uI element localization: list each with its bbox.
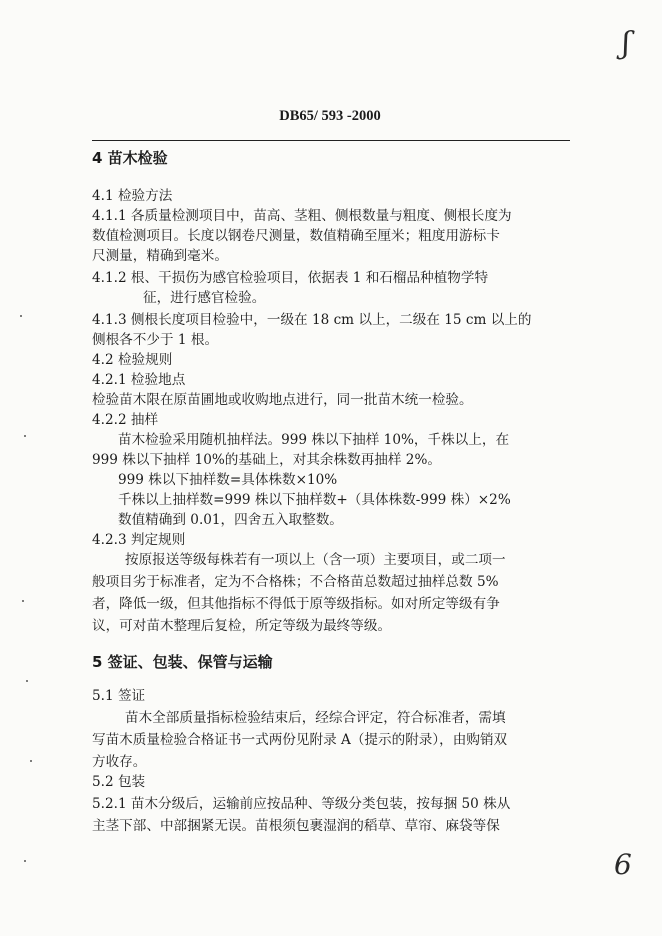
scan-speck [24,860,26,862]
section-4-2-2-heading: 4.2.2 抽样 [92,412,159,428]
section-4-1-1-line: 数值检测项目。长度以钢卷尺测量，数值精确至厘米；粗度用游标卡 [92,228,500,244]
section-4-2-2-line: 苗木检验采用随机抽样法。999 株以下抽样 10%，千株以上，在 [118,432,510,448]
section-4-1-2-line: 4.1.2 根、干损伤为感官检验项目，依据表 1 和石榴品种植物学特 [92,270,489,286]
section-4-2-3-heading: 4.2.3 判定规则 [92,532,186,548]
scan-speck [24,435,26,437]
scan-speck [22,600,24,602]
section-4-2-heading: 4.2 检验规则 [92,352,173,368]
section-4-1-2-line: 征，进行感官检验。 [143,290,266,306]
section-4-2-1-heading: 4.2.1 检验地点 [92,372,186,388]
sampling-formula: 千株以上抽样数=999 株以下抽样数+（具体株数-999 株）×2% [118,492,511,508]
section-4-1-heading: 4.1 检验方法 [92,188,173,204]
section-4-2-3-line: 议，可对苗木整理后复检，所定等级为最终等级。 [92,618,392,634]
sampling-formula: 999 株以下抽样数=具体株数×10% [118,472,338,488]
section-5-2-heading: 5.2 包装 [92,774,146,790]
section-5-2-1-line: 主茎下部、中部捆紧无误。苗根须包裹湿润的稻草、草帘、麻袋等保 [92,818,500,834]
section-4-1-3-line: 侧根各不少于 1 根。 [92,332,219,348]
section-4-1-3-line: 4.1.3 侧根长度项目检验中，一级在 18 cm 以上，二级在 15 cm 以上的 [92,312,532,328]
handwritten-page-number: 6 [614,848,632,881]
section-4-2-3-line: 般项目劣于标准者，定为不合格株；不合格苗总数超过抽样总数 5% [92,574,499,590]
section-5-1-line: 写苗木质量检验合格证书一式两份见附录 A（提示的附录），由购销双 [92,732,508,748]
section-4-2-2-line: 数值精确到 0.01，四舍五入取整数。 [118,512,343,528]
section-4-2-3-line: 者，降低一级，但其他指标不得低于原等级指标。如对所定等级有争 [92,596,500,612]
section-5-heading: 5 签证、包装、保管与运输 [92,653,273,671]
section-4-1-1-line: 4.1.1 各质量检测项目中，苗高、茎粗、侧根数量与粗度、侧根长度为 [92,208,512,224]
scan-speck [20,315,22,317]
header-rule [92,140,570,141]
section-5-2-1-line: 5.2.1 苗木分级后，运输前应按品种、等级分类包装，按每捆 50 株从 [92,796,511,812]
handwritten-mark-top: ʃ [622,26,631,61]
section-4-2-3-line: 按原报送等级每株若有一项以上（含一项）主要项目，或二项一 [125,552,506,568]
section-5-1-line: 方收存。 [92,754,147,770]
scan-speck [26,680,28,682]
scan-speck [30,760,32,762]
document-code: DB65/ 593 -2000 [279,108,381,124]
section-4-1-1-line: 尺测量，精确到毫米。 [92,248,228,264]
section-4-2-1-body: 检验苗木限在原苗圃地或收购地点进行，同一批苗木统一检验。 [92,392,473,408]
section-5-1-line: 苗木全部质量指标检验结束后，经综合评定，符合标准者，需填 [125,710,506,726]
section-5-1-heading: 5.1 签证 [92,688,146,704]
section-4-2-2-line: 999 株以下抽样 10%的基础上，对其余株数再抽样 2%。 [92,452,441,468]
section-4-heading: 4 苗木检验 [92,149,168,167]
